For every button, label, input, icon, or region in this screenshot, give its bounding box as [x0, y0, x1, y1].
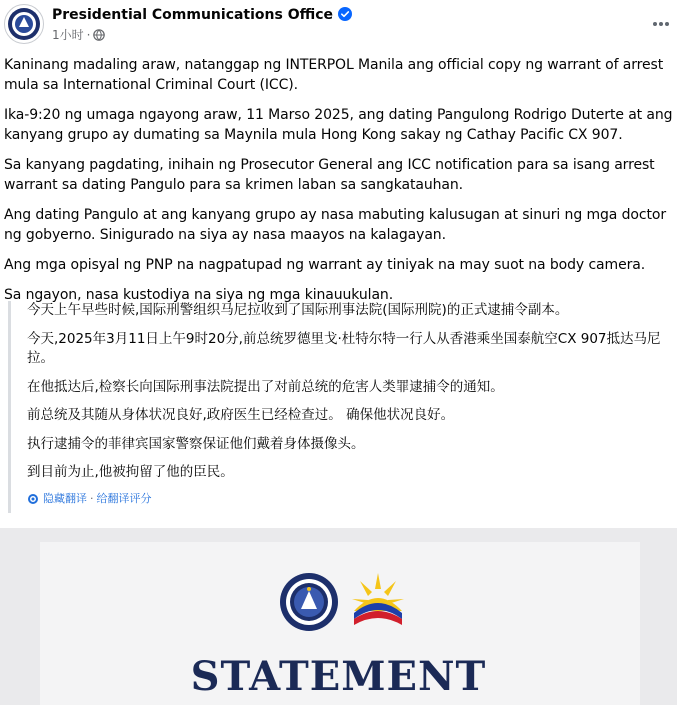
- meta-dot: ·: [86, 28, 91, 42]
- page-avatar[interactable]: [4, 4, 44, 44]
- translation-paragraph: 前总统及其随从身体状况良好,政府医生已经检查过。 确保他状况良好。: [27, 407, 455, 423]
- page-name[interactable]: Presidential Communications Office: [52, 7, 334, 23]
- rate-translation-link[interactable]: 给翻译评分: [96, 492, 152, 505]
- post-header: [0, 0, 677, 50]
- footer-separator: ·: [90, 492, 94, 505]
- post-timestamp[interactable]: 1小时: [52, 28, 84, 42]
- post-paragraph: Ika-9:20 ng umaga ngayong araw, 11 Marso 2025, ang dating Pangulong Rodrigo Duterte at ang kanyang grupo ay dumating sa Maynila mula Hong Kong sakay ng Cathay Pacific CX 907.: [4, 107, 673, 143]
- more-options-icon[interactable]: [651, 16, 671, 32]
- pco-seal-icon: [279, 572, 339, 632]
- post-meta: [52, 27, 105, 43]
- translation-paragraph: 在他抵达后,检察长向国际刑事法院提出了对前总统的危害人类罪逮捕令的通知。: [27, 378, 504, 395]
- post-body: [4, 55, 676, 315]
- philippine-sun-emblem-icon: [348, 571, 408, 631]
- hide-translation-link[interactable]: 隐藏翻译: [43, 492, 87, 505]
- post-paragraph: Kaninang madaling araw, natanggap ng INTERPOL Manila ang official copy ng warrant of arrest mula sa International Criminal Court (ICC).: [4, 57, 664, 93]
- translation-paragraph: 今天,2025年3月11日上午9时20分,前总统罗德里戈·杜特尔特一行人从香港乘坐国泰航空CX 907抵达马尼拉。: [27, 330, 661, 366]
- verified-badge-icon: [338, 7, 352, 21]
- translation-paragraph: 到目前为止,他被拘留了他的臣民。: [27, 464, 234, 480]
- statement-title: STATEMENT: [190, 653, 487, 700]
- page-name-link[interactable]: [52, 6, 352, 25]
- translate-gear-icon[interactable]: [27, 493, 39, 505]
- globe-icon[interactable]: [93, 29, 105, 41]
- post-paragraph: Ang mga opisyal ng PNP na nagpatupad ng warrant ay tiniyak na may suot na body camera.: [4, 257, 646, 273]
- translation-footer: [27, 491, 152, 507]
- translation-paragraph: 执行逮捕令的菲律宾国家警察保证他们戴着身体摄像头。: [27, 435, 365, 452]
- translation-paragraph: 今天上午早些时候,国际刑警组织马尼拉收到了国际刑事法院(国际刑院)的正式逮捕令副本。: [27, 302, 569, 318]
- post-paragraph: Sa ngayon, nasa kustodiya na siya ng mga kinauukulan.: [4, 287, 394, 303]
- post-paragraph: Sa kanyang pagdating, inihain ng Prosecutor General ang ICC notification para sa isang arrest warrant sa dating Pangulo para sa krimen laban sa sangkatauhan.: [4, 157, 655, 193]
- pco-seal-icon: [7, 7, 41, 41]
- translation-block: [8, 301, 676, 513]
- post-paragraph: Ang dating Pangulo at ang kanyang grupo ay nasa mabuting kalusugan at sinuri ng mga doctor ng gobyerno. Sinigurado na siya ay nasa maayos na kalagayan.: [4, 207, 666, 243]
